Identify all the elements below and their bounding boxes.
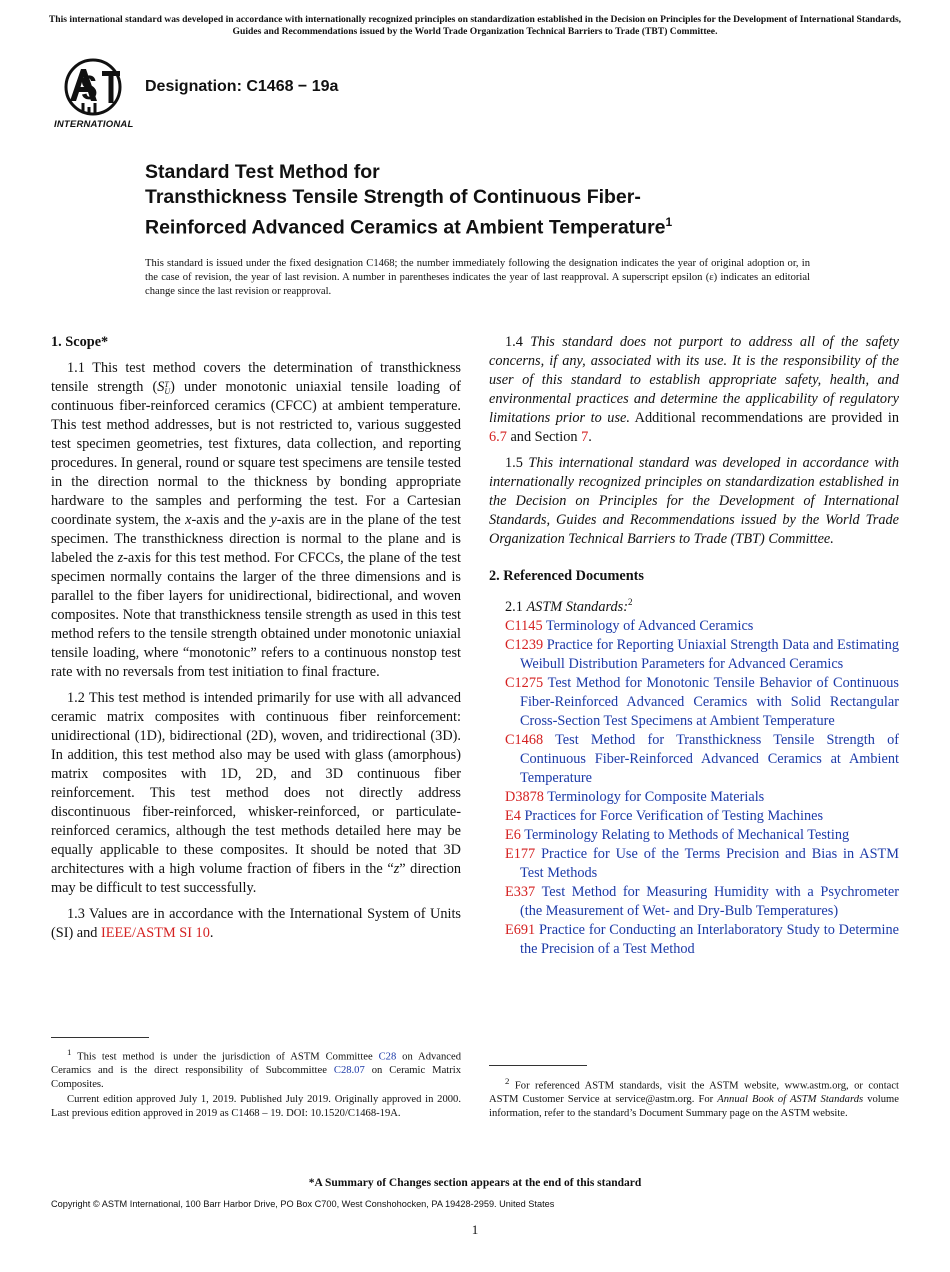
title-line-1: Standard Test Method for bbox=[145, 161, 380, 183]
issuance-note: This standard is issued under the fixed designation C1468; the number immediately following the designation indicates the year of original adoption or, in the case of revision, the year of last revision. A number in parentheses indicates the year of last reapproval. A superscript epsilon (ε) indicates an editorial change since the last revision or reapproval. bbox=[145, 258, 810, 297]
paragraph-1-3: 1.3 Values are in accordance with the International System of Units (SI) and IEEE/ASTM SI 10. bbox=[51, 906, 461, 941]
section-6-7-link[interactable]: 6.7 bbox=[489, 429, 507, 445]
reference-list bbox=[489, 617, 899, 959]
document-title bbox=[145, 160, 905, 241]
designation: Designation: C1468 − 19a bbox=[145, 78, 339, 95]
footnote-rule-left bbox=[51, 1037, 149, 1038]
footnote-1: $^1$ This test method is under the jurisdiction of ASTM Committee C28 on Advanced Ceramics and is the direct responsibility of Subcommittee C28.07 on Ceramic Matrix Composites. Current edition approved July 1, 2019. Published July 2019. Originally approved in 2000. Last previous edition approved in 2019 as C1468 – 19. DOI: 10.1520/C1468-19A. bbox=[51, 1047, 461, 1119]
footnote-2: $^2$ For referenced ASTM standards, visit the ASTM website, www.astm.org, or contact ASTM Customer Service at service@astm.org. For Annual Book of ASTM Standards volume information, refer to the standard’s Document Summary page on the ASTM website. bbox=[489, 1076, 899, 1119]
c28-link[interactable]: C28 bbox=[378, 1051, 397, 1063]
paragraph-1-1: 1.1 This test method covers the determination of transthickness tensile strength (ST U) under monotonic uniaxial tensile loading of continuous fiber-reinforced ceramics (CFCC) at ambient temperature. This test method addresses, but is not restricted to, various suggested test specimen geometries, test fixtures, data collection, and reporting procedures. In general, round or square test specimens are tensile tested in the direction normal to the thickness by bonding appropriate hardware to the samples and performing the test. For a Cartesian coordinate system, the x-axis and the y-axis are in the plane of the test specimen. The transthickness direction is normal to the plane and is labeled the z-axis for this test method. For CFCCs, the plane of the test specimen normally contains the larger of the three dimensions and is parallel to the fiber layers for unidirectional, bidirectional, and woven composites. Note that transthickness tensile strength as used in this test method refers to the tensile strength obtained under monotonic uniaxial tensile loading, where “monotonic” refers to a continuous nonstop test rate with no reversals from test initiation to final fracture. bbox=[51, 360, 461, 680]
c28-07-link[interactable]: C28.07 bbox=[333, 1065, 365, 1077]
reference-item[interactable]: E177 Practice for Use of the Terms Precision and Bias in ASTM Test Methods bbox=[505, 845, 899, 881]
left-column bbox=[51, 333, 461, 950]
right-column bbox=[489, 333, 899, 959]
page-number: 1 bbox=[471, 1222, 479, 1237]
title-footnote-mark[interactable]: 1 bbox=[665, 215, 673, 229]
reference-item[interactable]: C1145 Terminology of Advanced Ceramics bbox=[505, 617, 754, 634]
astm-logo bbox=[50, 57, 136, 133]
section-7-link[interactable]: 7 bbox=[581, 429, 589, 445]
logo-text: INTERNATIONAL bbox=[54, 119, 134, 130]
paragraph-1-5: 1.5 This international standard was developed in accordance with internationally recognized principles on standardization established in the Decision on Principles for the Development of International Standards, Guides and Recommendations issued by the World Trade Organization Technical Barriers to Trade (TBT) Committee. bbox=[489, 455, 899, 547]
paragraph-1-4: 1.4 This standard does not purport to address all of the safety concerns, if any, associated with its use. It is the responsibility of the user of this standard to establish appropriate safety, health, and environmental practices and determine the applicability of regulatory limitations prior to use. Additional recommendations are provided in 6.7 and Section 7. bbox=[489, 334, 899, 445]
title-line-2: Transthickness Tensile Strength of Continuous Fiber- bbox=[145, 186, 641, 208]
tbt-banner: This international standard was developed in accordance with internationally recognized principles on standardization established in the Decision on Principles for the Development of International Standards, Guides and Recommendations issued by the World Trade Organization Technical Barriers to Trade (TBT) Committee. bbox=[48, 14, 902, 37]
reference-item[interactable]: E4 Practices for Force Verification of Testing Machines bbox=[505, 807, 824, 824]
reference-item[interactable]: E6 Terminology Relating to Methods of Mechanical Testing bbox=[505, 826, 850, 843]
referenced-documents-heading: 2. Referenced Documents bbox=[489, 568, 644, 584]
reference-item[interactable]: C1275 Test Method for Monotonic Tensile Behavior of Continuous Fiber-Reinforced Advanced Ceramics with Solid Rectangular Cross-Section Test Specimens at Ambient Temperature bbox=[505, 674, 899, 729]
ieee-astm-si10-link[interactable]: IEEE/ASTM SI 10 bbox=[101, 925, 210, 941]
paragraph-1-2: 1.2 This test method is intended primarily for use with all advanced ceramic matrix composites with continuous fiber reinforcement: unidirectional (1D), bidirectional (2D), woven, and tridirectional (3D). In addition, this test method also may be used with glass (amorphous) matrix composites with 1D, 2D, and 3D continuous fiber reinforcement. This test method does not directly address discontinuous fiber-reinforced, whisker-reinforced, or particulate-reinforced ceramics, although the test methods detailed here may be equally applicable to these composites. It should be noted that 3D architectures with a high volume fraction of fibers in the “z” direction may be difficult to test successfully. bbox=[51, 690, 461, 896]
reference-item[interactable]: C1468 Test Method for Transthickness Tensile Strength of Continuous Fiber-Reinforced Advanced Ceramics at Ambient Temperature bbox=[505, 731, 899, 786]
copyright-line: Copyright © ASTM International, 100 Barr Harbor Drive, PO Box C700, West Conshohocken, PA 19428-2959. United States bbox=[51, 1199, 555, 1209]
reference-item[interactable]: E691 Practice for Conducting an Interlaboratory Study to Determine the Precision of a Test Method bbox=[505, 921, 899, 957]
scope-heading: 1. Scope* bbox=[51, 334, 109, 350]
strength-symbol: ST U bbox=[157, 379, 171, 396]
summary-of-changes-note: *A Summary of Changes section appears at the end of this standard bbox=[308, 1177, 642, 1189]
reference-item[interactable]: E337 Test Method for Measuring Humidity with a Psychrometer (the Measurement of Wet- and Dry-Bulb Temperatures) bbox=[505, 883, 899, 919]
reference-item[interactable]: D3878 Terminology for Composite Materials bbox=[505, 788, 765, 805]
title-line-3: Reinforced Advanced Ceramics at Ambient Temperature$^1$ bbox=[145, 215, 673, 239]
paragraph-2-1: 2.1 ASTM Standards:$^2$ bbox=[505, 597, 633, 615]
footnote-1-approval: Current edition approved July 1, 2019. Published July 2019. Originally approved in 2000. Last previous edition approved in 2019 as C1468 – 19. DOI: 10.1520/C1468-19A. bbox=[51, 1094, 461, 1119]
reference-item[interactable]: C1239 Practice for Reporting Uniaxial Strength Data and Estimating Weibull Distribution Parameters for Advanced Ceramics bbox=[505, 636, 899, 672]
footnote-rule-right bbox=[489, 1065, 587, 1066]
